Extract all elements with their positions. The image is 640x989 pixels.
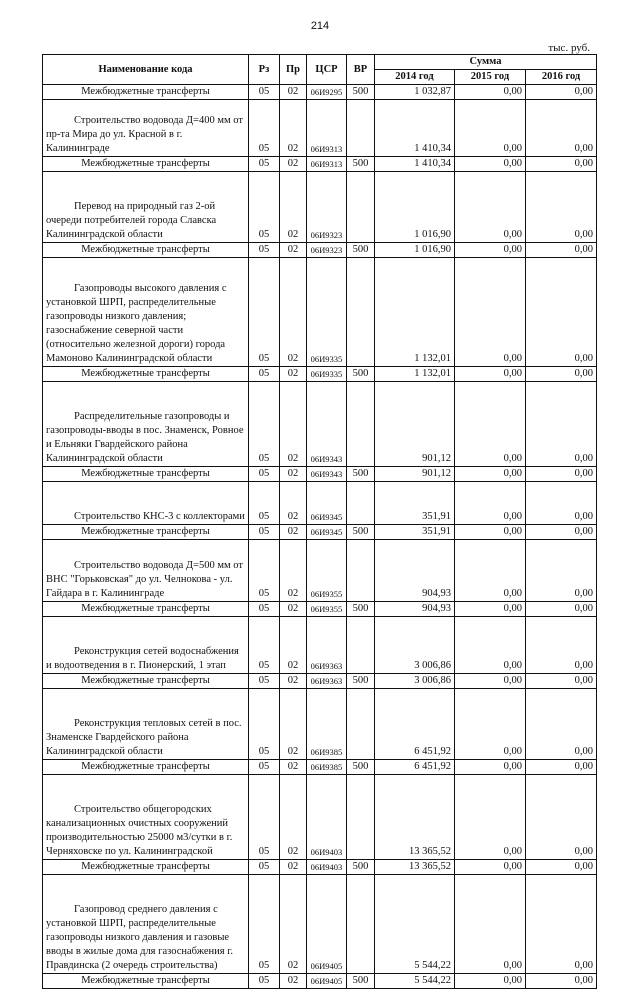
- row-rz: 05: [249, 243, 280, 258]
- row-2015: 0,00: [455, 602, 526, 617]
- row-name: Межбюджетные трансферты: [43, 602, 249, 617]
- row-pr: 02: [280, 258, 307, 367]
- row-2016: 0,00: [526, 775, 597, 860]
- row-2014: 6 451,92: [375, 760, 455, 775]
- row-2016: 0,00: [526, 482, 597, 525]
- row-vr: [347, 482, 375, 525]
- row-vr: 500: [347, 674, 375, 689]
- row-name: Строительство водовода Д=400 мм от пр-та Мира до ул. Красной в г. Калининграде: [43, 100, 249, 157]
- row-rz: 05: [249, 617, 280, 674]
- row-vr: [347, 100, 375, 157]
- row-pr: 02: [280, 100, 307, 157]
- row-pr: 02: [280, 617, 307, 674]
- row-pr: 02: [280, 467, 307, 482]
- header-2015: 2015 год: [455, 70, 526, 85]
- header-row: [43, 55, 597, 70]
- row-2015: 0,00: [455, 467, 526, 482]
- row-2016: 0,00: [526, 974, 597, 989]
- row-2014: 1 132,01: [375, 367, 455, 382]
- row-pr: 02: [280, 367, 307, 382]
- row-csr: 06И9363: [307, 617, 347, 674]
- row-rz: 05: [249, 974, 280, 989]
- row-2015: 0,00: [455, 258, 526, 367]
- row-pr: 02: [280, 525, 307, 540]
- row-csr: 06И9313: [307, 157, 347, 172]
- row-csr: 06И9405: [307, 974, 347, 989]
- row-csr: 06И9335: [307, 258, 347, 367]
- row-2016: 0,00: [526, 100, 597, 157]
- row-csr: 06И9345: [307, 525, 347, 540]
- row-2016: 0,00: [526, 258, 597, 367]
- row-csr: 06И9323: [307, 172, 347, 243]
- table-row: [43, 258, 597, 367]
- row-2015: 0,00: [455, 367, 526, 382]
- row-2016: 0,00: [526, 760, 597, 775]
- row-2016: 0,00: [526, 860, 597, 875]
- budget-table: [42, 54, 597, 989]
- row-2014: 3 006,86: [375, 617, 455, 674]
- row-name: Межбюджетные трансферты: [43, 157, 249, 172]
- table-row: [43, 775, 597, 860]
- row-rz: 05: [249, 157, 280, 172]
- row-csr: 06И9355: [307, 602, 347, 617]
- row-name: Реконструкция сетей водоснабжения и водоотведения в г. Пионерский, 1 этап: [43, 617, 249, 674]
- row-vr: 500: [347, 602, 375, 617]
- row-csr: 06И9385: [307, 689, 347, 760]
- row-2016: 0,00: [526, 157, 597, 172]
- row-rz: 05: [249, 525, 280, 540]
- row-2015: 0,00: [455, 100, 526, 157]
- row-2014: 13 365,52: [375, 860, 455, 875]
- row-csr: 06И9355: [307, 540, 347, 602]
- row-2016: 0,00: [526, 85, 597, 100]
- table-row: [43, 860, 597, 875]
- row-rz: 05: [249, 382, 280, 467]
- row-2016: 0,00: [526, 172, 597, 243]
- row-2014: 1 016,90: [375, 243, 455, 258]
- row-2014: 901,12: [375, 382, 455, 467]
- row-2014: 6 451,92: [375, 689, 455, 760]
- row-name: Межбюджетные трансферты: [43, 674, 249, 689]
- row-2014: 351,91: [375, 525, 455, 540]
- row-vr: 500: [347, 525, 375, 540]
- row-name: Межбюджетные трансферты: [43, 85, 249, 100]
- row-2015: 0,00: [455, 85, 526, 100]
- row-pr: 02: [280, 860, 307, 875]
- row-name: Перевод на природный газ 2-ой очереди потребителей города Славска Калининградской области: [43, 172, 249, 243]
- table-row: [43, 157, 597, 172]
- header-vr: ВР: [347, 55, 375, 85]
- row-2016: 0,00: [526, 467, 597, 482]
- header-2014: 2014 год: [375, 70, 455, 85]
- table-row: [43, 689, 597, 760]
- row-pr: 02: [280, 157, 307, 172]
- row-rz: 05: [249, 860, 280, 875]
- row-name: Строительство общегородских канализационных очистных сооружений производительностью 25000 м3/сутки в г. Черняховске по ул. Калининградской: [43, 775, 249, 860]
- row-rz: 05: [249, 482, 280, 525]
- row-vr: [347, 382, 375, 467]
- row-2016: 0,00: [526, 617, 597, 674]
- row-2016: 0,00: [526, 525, 597, 540]
- table-row: [43, 382, 597, 467]
- row-2016: 0,00: [526, 382, 597, 467]
- row-2015: 0,00: [455, 617, 526, 674]
- row-csr: 06И9405: [307, 875, 347, 974]
- row-pr: 02: [280, 974, 307, 989]
- row-vr: 500: [347, 157, 375, 172]
- row-pr: 02: [280, 382, 307, 467]
- row-2015: 0,00: [455, 760, 526, 775]
- row-name: Реконструкция тепловых сетей в пос. Знаменске Гвардейского района Калининградской области: [43, 689, 249, 760]
- row-vr: [347, 689, 375, 760]
- row-name: Межбюджетные трансферты: [43, 860, 249, 875]
- row-pr: 02: [280, 760, 307, 775]
- row-csr: 06И9363: [307, 674, 347, 689]
- table-row: [43, 467, 597, 482]
- row-rz: 05: [249, 689, 280, 760]
- row-2014: 13 365,52: [375, 775, 455, 860]
- row-name: Газопроводы высокого давления с установкой ШРП, распределительные газопроводы низкого давления; газоснабжение северной части (относительно железной дороги) города Мамоново Калининградской области: [43, 258, 249, 367]
- row-2015: 0,00: [455, 875, 526, 974]
- row-rz: 05: [249, 602, 280, 617]
- row-2015: 0,00: [455, 243, 526, 258]
- row-pr: 02: [280, 482, 307, 525]
- row-vr: [347, 172, 375, 243]
- row-rz: 05: [249, 467, 280, 482]
- row-csr: 06И9335: [307, 367, 347, 382]
- row-2014: 5 544,22: [375, 974, 455, 989]
- row-vr: 500: [347, 243, 375, 258]
- row-2016: 0,00: [526, 243, 597, 258]
- table-row: [43, 85, 597, 100]
- row-pr: 02: [280, 602, 307, 617]
- page-number: 214: [310, 20, 330, 32]
- row-2016: 0,00: [526, 602, 597, 617]
- row-vr: 500: [347, 85, 375, 100]
- row-csr: 06И9403: [307, 775, 347, 860]
- row-pr: 02: [280, 875, 307, 974]
- row-2015: 0,00: [455, 382, 526, 467]
- row-csr: 06И9403: [307, 860, 347, 875]
- row-2015: 0,00: [455, 540, 526, 602]
- row-pr: 02: [280, 243, 307, 258]
- row-2014: 1 410,34: [375, 157, 455, 172]
- row-2016: 0,00: [526, 875, 597, 974]
- header-csr: ЦСР: [307, 55, 347, 85]
- row-2015: 0,00: [455, 525, 526, 540]
- row-name: Газопровод среднего давления с установкой ШРП, распределительные газопроводы низкого давления и газовые вводы в жилые дома для газоснабжения г. Правдинска (2 очередь строительства): [43, 875, 249, 974]
- row-2014: 5 544,22: [375, 875, 455, 974]
- row-2016: 0,00: [526, 367, 597, 382]
- row-pr: 02: [280, 540, 307, 602]
- header-summa: Сумма: [375, 55, 597, 70]
- row-vr: 500: [347, 974, 375, 989]
- row-2014: 1 132,01: [375, 258, 455, 367]
- row-vr: [347, 775, 375, 860]
- row-name: Распределительные газопроводы и газопроводы-вводы в пос. Знаменск, Ровное и Ельняки Гвардейского района Калининградской области: [43, 382, 249, 467]
- row-vr: 500: [347, 760, 375, 775]
- row-csr: 06И9343: [307, 467, 347, 482]
- row-2015: 0,00: [455, 860, 526, 875]
- row-2015: 0,00: [455, 974, 526, 989]
- table-row: [43, 540, 597, 602]
- header-2016: 2016 год: [526, 70, 597, 85]
- row-2016: 0,00: [526, 540, 597, 602]
- table-row: [43, 100, 597, 157]
- table-row: [43, 602, 597, 617]
- row-rz: 05: [249, 775, 280, 860]
- row-2015: 0,00: [455, 775, 526, 860]
- row-vr: [347, 875, 375, 974]
- row-2014: 351,91: [375, 482, 455, 525]
- row-2014: 1 016,90: [375, 172, 455, 243]
- row-rz: 05: [249, 875, 280, 974]
- row-rz: 05: [249, 674, 280, 689]
- row-pr: 02: [280, 689, 307, 760]
- row-2014: 904,93: [375, 602, 455, 617]
- row-name: Межбюджетные трансферты: [43, 243, 249, 258]
- row-rz: 05: [249, 540, 280, 602]
- row-vr: [347, 617, 375, 674]
- row-csr: 06И9345: [307, 482, 347, 525]
- row-2014: 1 032,87: [375, 85, 455, 100]
- row-rz: 05: [249, 85, 280, 100]
- row-2015: 0,00: [455, 689, 526, 760]
- header-name: Наименование кода: [43, 55, 249, 85]
- table-row: [43, 760, 597, 775]
- row-csr: 06И9323: [307, 243, 347, 258]
- row-name: Строительство КНС-3 с коллекторами: [43, 482, 249, 525]
- row-vr: 500: [347, 367, 375, 382]
- row-vr: [347, 258, 375, 367]
- row-vr: [347, 540, 375, 602]
- row-2015: 0,00: [455, 157, 526, 172]
- row-2015: 0,00: [455, 674, 526, 689]
- table-row: [43, 617, 597, 674]
- table-row: [43, 974, 597, 989]
- row-rz: 05: [249, 258, 280, 367]
- row-vr: 500: [347, 467, 375, 482]
- table-row: [43, 367, 597, 382]
- units-label: тыс. руб.: [548, 42, 590, 54]
- row-csr: 06И9385: [307, 760, 347, 775]
- row-name: Межбюджетные трансферты: [43, 467, 249, 482]
- row-pr: 02: [280, 674, 307, 689]
- row-name: Строительство водовода Д=500 мм от ВНС "Горьковская" до ул. Челнокова - ул. Гайдара в г. Калининграде: [43, 540, 249, 602]
- row-name: Межбюджетные трансферты: [43, 760, 249, 775]
- row-rz: 05: [249, 100, 280, 157]
- row-2016: 0,00: [526, 674, 597, 689]
- row-2016: 0,00: [526, 689, 597, 760]
- table-row: [43, 243, 597, 258]
- row-name: Межбюджетные трансферты: [43, 525, 249, 540]
- header-pr: Пр: [280, 55, 307, 85]
- row-vr: 500: [347, 860, 375, 875]
- table-body: [43, 85, 597, 989]
- row-2014: 901,12: [375, 467, 455, 482]
- table-row: [43, 875, 597, 974]
- row-2015: 0,00: [455, 172, 526, 243]
- row-name: Межбюджетные трансферты: [43, 974, 249, 989]
- row-2014: 3 006,86: [375, 674, 455, 689]
- row-2014: 904,93: [375, 540, 455, 602]
- table-row: [43, 482, 597, 525]
- row-rz: 05: [249, 760, 280, 775]
- row-name: Межбюджетные трансферты: [43, 367, 249, 382]
- header-rz: Рз: [249, 55, 280, 85]
- row-2014: 1 410,34: [375, 100, 455, 157]
- row-pr: 02: [280, 775, 307, 860]
- row-2015: 0,00: [455, 482, 526, 525]
- row-rz: 05: [249, 172, 280, 243]
- row-csr: 06И9313: [307, 100, 347, 157]
- row-rz: 05: [249, 367, 280, 382]
- row-csr: 06И9343: [307, 382, 347, 467]
- row-csr: 06И9295: [307, 85, 347, 100]
- table-row: [43, 172, 597, 243]
- table-row: [43, 525, 597, 540]
- table-row: [43, 674, 597, 689]
- row-pr: 02: [280, 172, 307, 243]
- row-pr: 02: [280, 85, 307, 100]
